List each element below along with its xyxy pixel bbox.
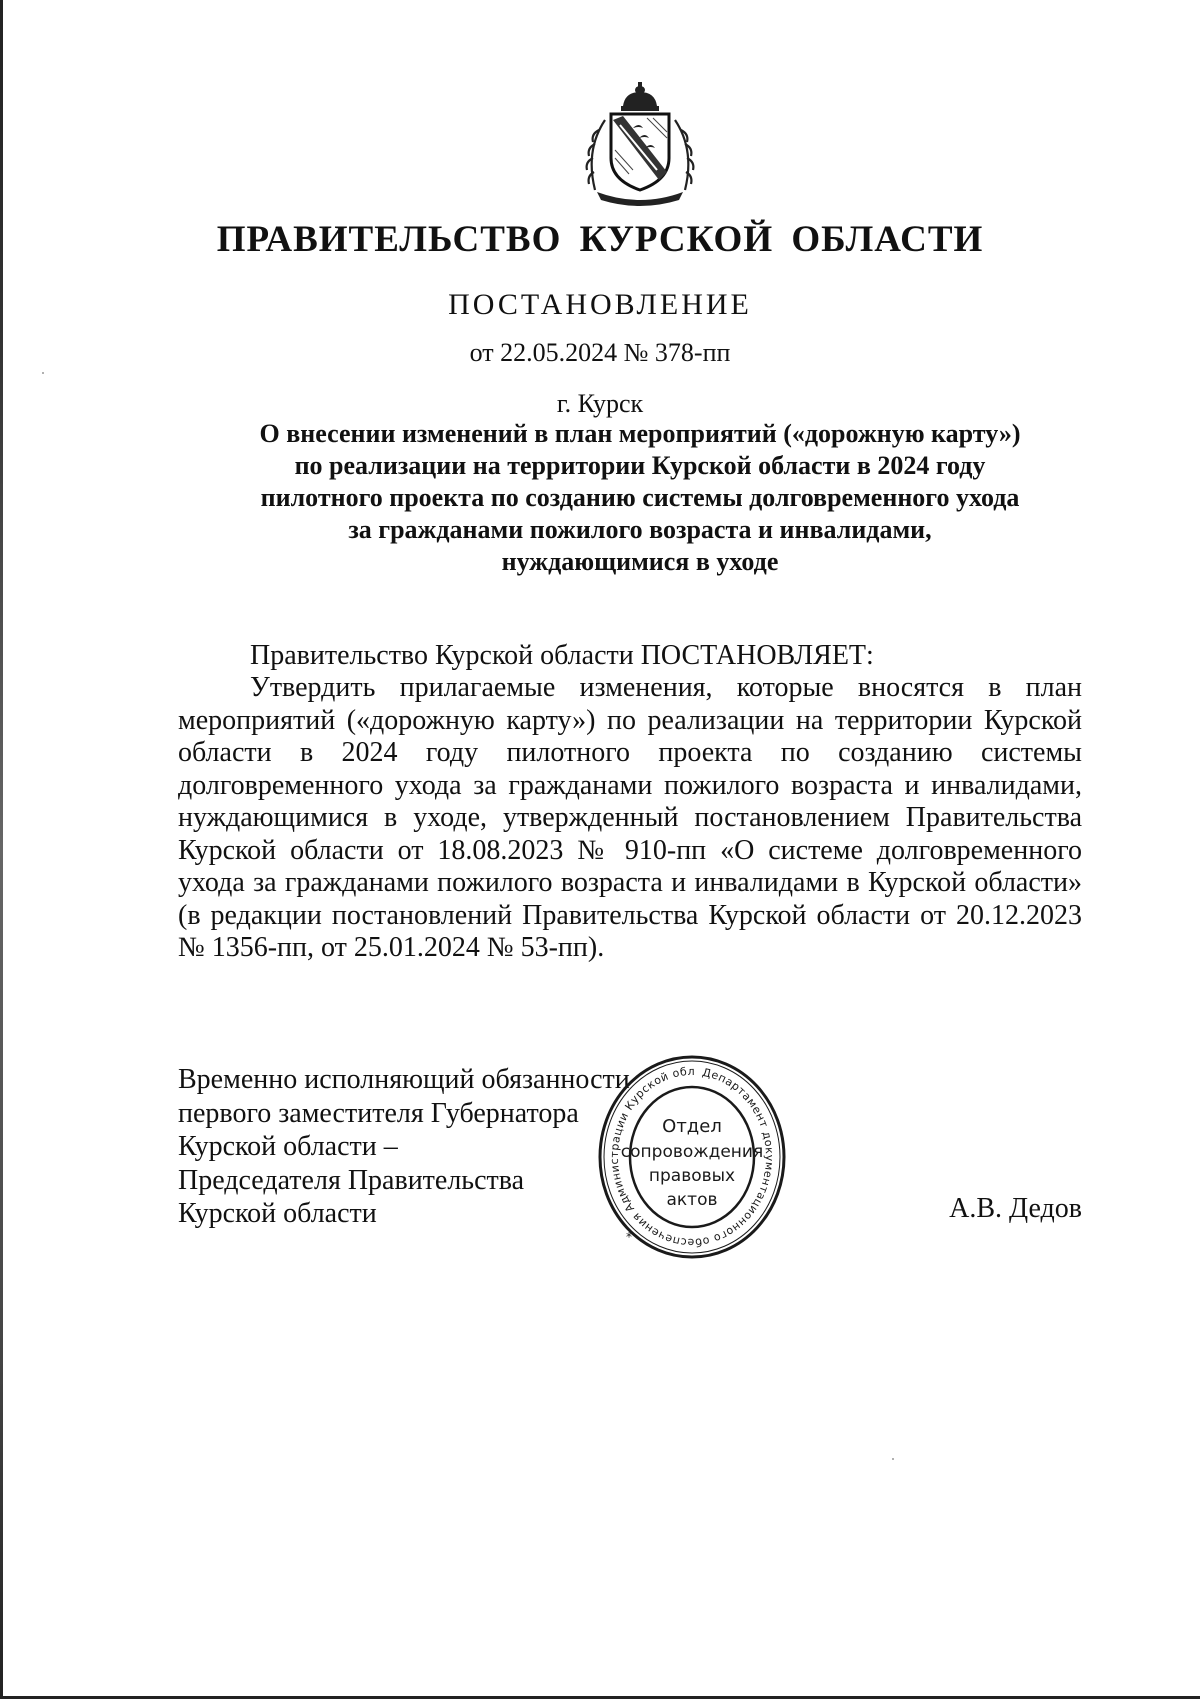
scan-speck [892, 1458, 894, 1460]
subject-line: по реализации на территории Курской области в 2024 году [294, 451, 986, 480]
signer-position [178, 1063, 630, 1231]
official-stamp-icon [588, 1037, 792, 1267]
signer-name: А.В. Дедов [949, 1193, 1082, 1224]
document-number: от 22.05.2024 № 378-пп [469, 338, 731, 367]
signer-position-line: Временно исполняющий обязанности [178, 1064, 630, 1095]
body-paragraph [178, 672, 1082, 965]
subject-line: пилотного проекта по созданию системы долговременного ухода [260, 483, 1020, 512]
body-line: Курской области от 18.08.2023 № 910-пп «О системе долговременного [178, 834, 1082, 866]
stamp-ring-text: Департамент документационного обеспечения Администрации Курской области [588, 1037, 776, 1250]
coat-of-arms-icon [575, 80, 705, 210]
body-line: долговременного ухода за гражданами пожилого возраста и инвалидами, [178, 769, 1082, 801]
preamble: Правительство Курской области ПОСТАНОВЛЯЕТ: [250, 640, 874, 671]
body-line: Утвердить прилагаемые изменения, которые вносятся в план [250, 672, 1082, 703]
body-line: № 1356-пп, от 25.01.2024 № 53-пп). [178, 932, 605, 963]
stamp-center-line: актов [666, 1190, 718, 1210]
subject-line: нуждающимися в уходе [501, 547, 779, 576]
signer-position-line: первого заместителя Губернатора [178, 1097, 579, 1129]
body-line: мероприятий («дорожную карту») по реализации на территории Курской [178, 704, 1082, 736]
stamp-center-line: правовых [648, 1166, 736, 1186]
subject-line: О внесении изменений в план мероприятий («дорожную карту») [259, 419, 1021, 448]
svg-text:*: * [626, 1230, 632, 1244]
subject-line: за гражданами пожилого возраста и инвалидами, [348, 515, 932, 544]
signer-position-line: Курской области – [178, 1131, 398, 1162]
document-place: г. Курск [556, 389, 644, 418]
document-subject [160, 418, 1120, 578]
stamp-center-line: сопровождения [620, 1142, 764, 1162]
body-line: области в 2024 году пилотного проекта по созданию системы [178, 737, 1082, 768]
body-line: ухода за гражданами пожилого возраста и инвалидами в Курской области» [178, 867, 1082, 898]
signer-position-line: Председателя Правительства [178, 1164, 525, 1196]
body-line: нуждающимися в уходе, утвержденный постановлением Правительства [178, 802, 1082, 833]
document-type: ПОСТАНОВЛЕНИЕ [448, 288, 752, 321]
signer-position-line: Курской области [178, 1198, 377, 1229]
body-line: (в редакции постановлений Правительства Курской области от 20.12.2023 [178, 899, 1082, 931]
government-title: ПРАВИТЕЛЬСТВО КУРСКОЙ ОБЛАСТИ [216, 219, 984, 260]
scan-speck [42, 372, 44, 374]
stamp-center-line: Отдел [662, 1116, 722, 1137]
